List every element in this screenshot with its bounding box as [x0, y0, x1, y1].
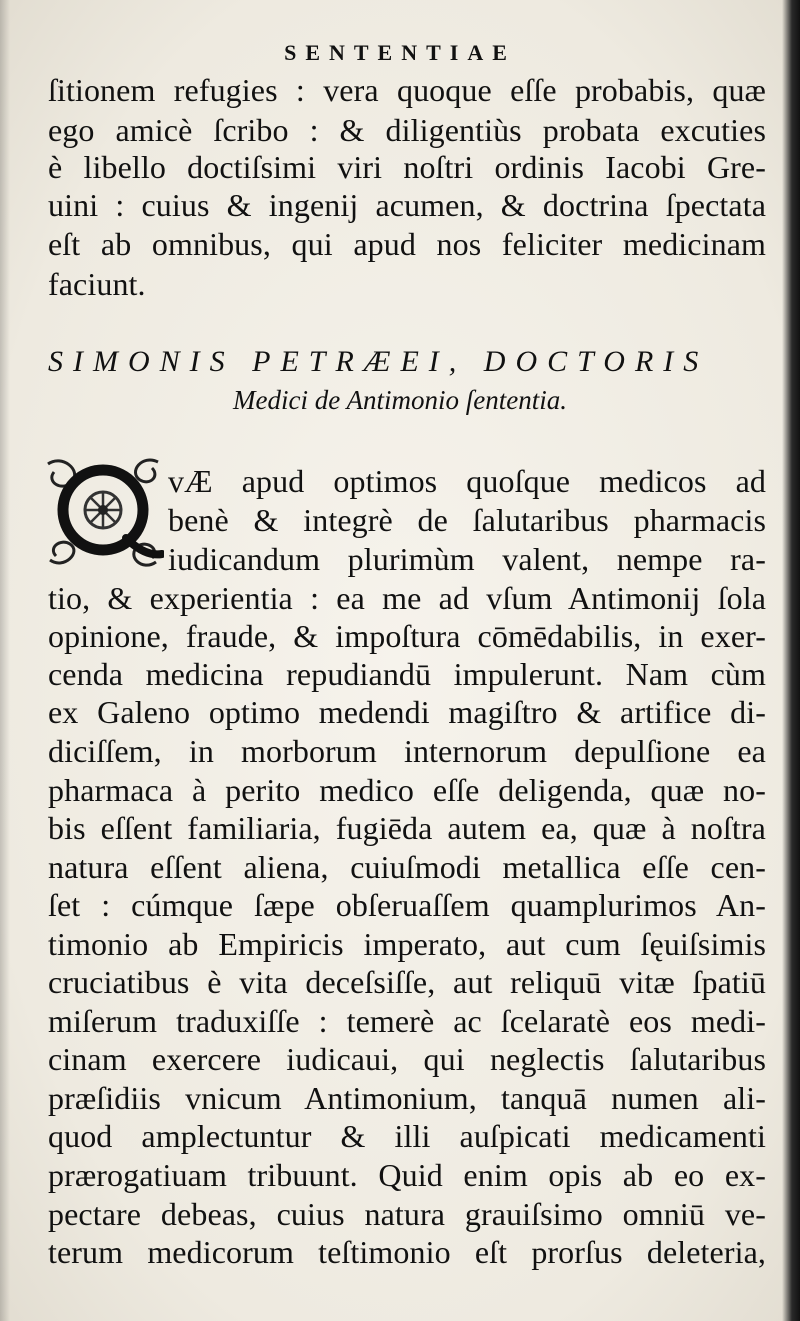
text-line: vÆ apud optimos quoſque medicos ad [168, 463, 766, 499]
text-line: terum medicorum teſtimonio eſt prorſus deleteria, [48, 1234, 766, 1270]
text-line: eſt ab omnibus, qui apud nos feliciter medicinam [48, 226, 766, 262]
text-line: cinam exercere iudicaui, qui neglectis ſalutaribus [48, 1041, 766, 1077]
text-line: natura eſſent aliena, cuiuſmodi metallica eſſe cen- [48, 849, 766, 885]
text-line: diciſſem, in morborum internorum depulſione ea [48, 733, 766, 769]
text-line: ego amicè ſcribo : & diligentiùs probata excuties [48, 112, 766, 148]
text-line: pectare debeas, cuius natura grauiſsimo omniū ve- [48, 1196, 766, 1232]
text-line: cenda medicina repudiandū impulerunt. Nam cùm [48, 656, 766, 692]
section-heading: SIMONIS PETRÆEI, DOCTORIS [48, 345, 709, 378]
text-line: cruciatibus è vita deceſsiſſe, aut reliquū vitæ ſpatiū [48, 964, 766, 1000]
text-line: tio, & experientia : ea me ad vſum Antimonij ſola [48, 580, 766, 616]
text-line: ſitionem refugies : vera quoque eſſe probabis, quæ [48, 72, 766, 108]
text-line: pharmaca à perito medico eſſe deligenda, quæ no- [48, 772, 766, 808]
text-line: ſet : cúmque ſæpe obſeruaſſem quamplurimos An- [48, 887, 766, 923]
text-line: præſidiis vnicum Antimonium, tanquā numen ali- [48, 1080, 766, 1116]
text-line: miſerum traduxiſſe : temerè ac ſcelaratè eos medi- [48, 1003, 766, 1039]
text-line: è libello doctiſsimi viri noſtri ordinis Iacobi Gre- [48, 149, 766, 185]
page-gutter-shadow [0, 0, 10, 1321]
text-line: prærogatiuam tribuunt. Quid enim opis ab eo ex- [48, 1157, 766, 1193]
running-head: SENTENTIAE [284, 40, 516, 65]
text-line: benè & integrè de ſalutaribus pharmacis [168, 502, 766, 538]
text-line: opinione, fraude, & impoſtura cōmēdabilis, in exer- [48, 618, 766, 654]
text-line: timonio ab Empiricis imperato, aut cum ſęuiſsimis [48, 926, 766, 962]
ornament-icon [42, 452, 164, 572]
text-line: uini : cuius & ingenij acumen, & doctrina ſpectata [48, 187, 766, 223]
page-edge-shadow [782, 0, 800, 1321]
decorated-initial-q [42, 452, 164, 572]
text-line: quod amplectuntur & illi auſpicati medicamenti [48, 1118, 766, 1154]
text-line: iudicandum plurimùm valent, nempe ra- [168, 541, 766, 577]
text-line: bis eſſent familiaria, fugiēda autem ea, quæ à noſtra [48, 810, 766, 846]
text-line: ex Galeno optimo medendi magiſtro & artifice di- [48, 694, 766, 730]
text-line: faciunt. [48, 266, 146, 302]
section-subheading: Medici de Antimonio ſententia. [233, 385, 567, 415]
